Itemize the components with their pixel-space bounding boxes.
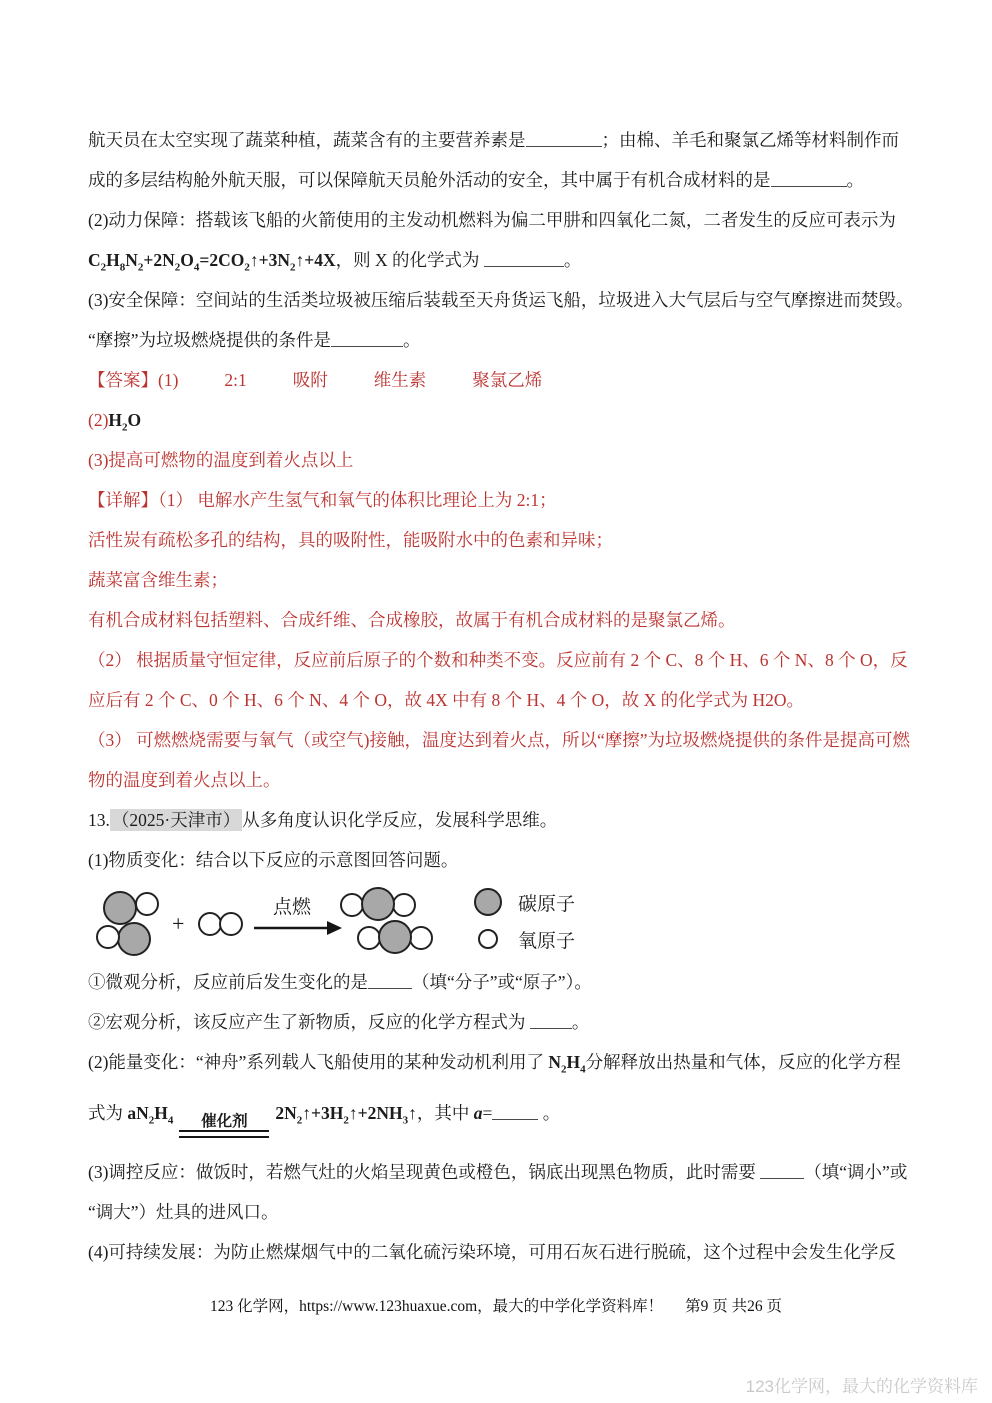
q13-stem-line	[88, 800, 912, 840]
text-segment: +2N	[143, 250, 175, 270]
text-segment: 分解释放出热量和气体，反应的化学方程	[585, 1052, 901, 1072]
text-segment: 【答案】(1)	[88, 370, 179, 390]
text-segment: 【详解】（1） 电解水产生氢气和氧气的体积比理论上为 2:1；	[88, 490, 557, 510]
catalyst-label: 催化剂	[179, 1113, 269, 1132]
text-segment: ↑	[249, 250, 259, 270]
text-segment: ②宏观分析，该反应产生了新物质，反应的化学方程式为	[88, 1012, 530, 1032]
explain-line-7	[88, 720, 912, 760]
document-lines-top	[88, 120, 912, 880]
text-segment: （填“调小”或	[804, 1162, 908, 1182]
text-segment: 蔬菜富含维生素；	[88, 570, 228, 590]
text-segment: (2)能量变化：“神舟”系列载人飞船使用的某种发动机利用了	[88, 1052, 549, 1072]
formula-subscript: 8	[119, 261, 126, 274]
carbon-atom-circle	[379, 921, 411, 953]
q12-part3-line	[88, 280, 912, 320]
text-segment: (3)安全保障：空间站的生活类垃圾被压缩后装载至天舟货运飞船，垃圾进入大气层后与空气摩擦进而焚毁。	[88, 290, 914, 310]
text-segment: (3)提高可燃物的温度到着火点以上	[88, 450, 354, 470]
text-segment: 13.	[88, 810, 110, 830]
text-segment: （填“分子”或“原子”）。	[412, 972, 592, 992]
q13-part1-line	[88, 840, 912, 880]
formula-subscript: 2	[100, 261, 107, 274]
text-segment: 维生素	[373, 370, 427, 390]
q13-part3-line	[88, 1152, 912, 1192]
answer-blank	[530, 1011, 572, 1029]
text-segment: 物的温度到着火点以上。	[88, 770, 281, 790]
text-segment: +3H	[311, 1103, 344, 1123]
arrow-head	[327, 921, 342, 935]
oxygen-molecule	[199, 913, 242, 935]
explain-line-1	[88, 480, 912, 520]
answer-blank	[526, 129, 602, 147]
oxygen-atom-circle	[199, 913, 221, 935]
text-segment: 。	[403, 330, 421, 350]
q13-part4-line	[88, 1232, 912, 1272]
text-segment: 式为	[88, 1103, 128, 1123]
explain-line-3	[88, 560, 912, 600]
oxygen-atom-circle	[341, 894, 363, 916]
text-segment: C	[88, 250, 101, 270]
text-segment: aN	[127, 1103, 149, 1123]
reaction-diagram	[88, 882, 912, 962]
text-segment: （2025·天津市）	[111, 810, 241, 830]
text-segment: N	[548, 1052, 561, 1072]
reaction-diagram-svg	[88, 882, 708, 962]
oxygen-atom-circle	[393, 894, 415, 916]
text-segment: ↑	[295, 250, 305, 270]
formula-subscript: 2	[137, 261, 144, 274]
ignite-condition-label: 点燃	[272, 897, 312, 918]
text-segment: H	[154, 1103, 168, 1123]
answer-blank	[492, 1102, 538, 1120]
q12-stem-line-2	[88, 160, 912, 200]
text-segment: ①微观分析，反应前后发生变化的是	[88, 972, 368, 992]
formula-subscript: 4	[580, 1063, 586, 1076]
oxygen-atom-circle	[358, 927, 380, 949]
text-segment: “摩擦”为垃圾燃烧提供的条件是	[88, 330, 332, 350]
watermark-text: 123化学网，最大的化学资料库	[745, 1377, 978, 1396]
ignite-arrow	[254, 896, 342, 935]
text-segment: 。	[538, 1103, 561, 1123]
formula-subscript: 2	[244, 261, 250, 274]
text-segment: H	[566, 1052, 581, 1072]
q13-micro-line	[88, 962, 912, 1002]
formula-subscript: 2	[296, 1114, 303, 1127]
text-segment: =	[482, 1103, 493, 1123]
formula-subscript: 4	[167, 1114, 174, 1127]
formula-subscript: 2	[290, 261, 296, 274]
text-segment: H	[108, 410, 123, 430]
double-equals-bar	[179, 1132, 269, 1138]
formula-subscript: 2	[174, 261, 181, 274]
answer-blank	[771, 169, 847, 187]
text-segment: ↑	[408, 1103, 417, 1123]
formula-subscript: 2	[122, 421, 128, 434]
explain-line-6	[88, 680, 912, 720]
text-segment: 。	[563, 250, 582, 270]
product-co2-molecules	[341, 888, 432, 953]
text-segment: (1)物质变化：结合以下反应的示意图回答问题。	[88, 850, 459, 870]
explain-line-4	[88, 600, 912, 640]
text-segment: “调大”）灶具的进风口。	[88, 1202, 279, 1222]
footer-site-text: 123 化学网，https://www.123huaxue.com，最大的中学化学资料库！	[209, 1298, 664, 1315]
document-content	[88, 120, 912, 1272]
text-segment: ，其中	[416, 1103, 474, 1123]
document-lines-bottom	[88, 962, 912, 1272]
text-segment: (2)动力保障：搭载该飞船的火箭使用的主发动机燃料为偏二甲肼和四氧化二氮，二者发生的反应可表示为	[88, 210, 896, 230]
text-segment: ↑	[302, 1103, 312, 1123]
legend-oxygen-label: 氧原子	[518, 931, 576, 952]
text-segment: 活性炭有疏松多孔的结构，具的吸附性，能吸附水中的色素和异味；	[88, 530, 613, 550]
carbon-atom-circle	[104, 892, 136, 924]
text-segment: 吸附	[292, 370, 328, 390]
text-segment: 2N	[275, 1103, 297, 1123]
q12-stem-line-1	[88, 120, 912, 160]
text-segment: ；由棉、羊毛和聚氯乙烯等材料制作而	[601, 130, 899, 150]
oxygen-atom-circle	[136, 893, 158, 915]
explain-line-5	[88, 640, 912, 680]
formula-subscript: 2	[560, 1063, 567, 1076]
text-segment: （2） 根据质量守恒定律，反应前后原子的个数和种类不变。反应前有 2 个 C、8 个 H、6 个 N、8 个 O，反	[88, 650, 908, 670]
q13-part3-line-2	[88, 1192, 912, 1232]
text-segment: ，则 X 的化学式为	[335, 250, 484, 270]
carbon-atom-circle	[118, 923, 150, 955]
atom-legend	[475, 889, 575, 952]
text-segment: 从多角度认识化学反应，发展科学思维。	[242, 810, 558, 830]
q13-macro-line	[88, 1002, 912, 1042]
answer-line	[88, 360, 912, 400]
q13-part2-line	[88, 1042, 912, 1082]
plus-sign: +	[172, 911, 185, 936]
text-segment: 航天员在太空实现了蔬菜种植，蔬菜含有的主要营养素是	[88, 130, 526, 150]
reactant-co-molecules	[97, 892, 158, 955]
answer-blank	[760, 1161, 804, 1179]
formula-subscript: 2	[343, 1114, 349, 1127]
text-segment: O	[180, 250, 194, 270]
q12-equation-line	[88, 240, 912, 280]
text-segment: 。	[571, 1012, 590, 1032]
legend-carbon-circle	[475, 889, 501, 915]
carbon-atom-circle	[362, 888, 394, 920]
text-segment: +3N	[258, 250, 291, 270]
answer-line-3	[88, 440, 912, 480]
text-segment: 成的多层结构舱外航天服，可以保障航天员舱外活动的安全，其中属于有机合成材料的是	[88, 170, 771, 190]
oxygen-atom-circle	[410, 927, 432, 949]
text-segment: (2)	[88, 410, 109, 430]
q13-catalyst-equation-line	[88, 1082, 912, 1144]
answer-blank	[368, 971, 412, 989]
answer-blank	[484, 249, 564, 267]
q12-part3-line-2	[88, 320, 912, 360]
formula-subscript: 2	[148, 1114, 155, 1127]
text-segment: +4X	[304, 250, 336, 270]
text-segment: =2CO	[199, 250, 245, 270]
footer-page-number: 第9 页 共26 页	[685, 1298, 783, 1315]
formula-subscript: 3	[402, 1114, 409, 1127]
explain-line-2	[88, 520, 912, 560]
text-segment: (4)可持续发展：为防止燃煤烟气中的二氧化硫污染环境，可用石灰石进行脱硫，这个过程中会发生化学反	[88, 1242, 896, 1262]
text-segment: O	[127, 410, 142, 430]
oxygen-atom-circle	[220, 913, 242, 935]
catalyst-over-equals	[179, 1113, 269, 1138]
text-segment: H	[106, 250, 120, 270]
text-segment: +2NH	[357, 1103, 403, 1123]
answer-line-2	[88, 400, 912, 440]
legend-oxygen-circle	[479, 930, 497, 948]
text-segment: (3)调控反应：做饭时，若燃气灶的火焰呈现黄色或橙色，锅底出现黑色物质，此时需要	[88, 1162, 761, 1182]
oxygen-atom-circle	[97, 926, 119, 948]
legend-carbon-label: 碳原子	[518, 894, 576, 915]
text-segment: 2:1	[224, 370, 247, 390]
text-segment: 。	[846, 170, 864, 190]
text-segment: N	[125, 250, 138, 270]
formula-subscript: 4	[193, 261, 200, 274]
text-segment: a	[473, 1103, 483, 1123]
q12-part2-line	[88, 200, 912, 240]
page-footer	[0, 1294, 992, 1316]
text-segment: 应后有 2 个 C、0 个 H、6 个 N、4 个 O，故 4X 中有 8 个 H、4 个 O，故 X 的化学式为 H2O。	[88, 690, 805, 710]
text-segment: ↑	[348, 1103, 358, 1123]
text-segment: 有机合成材料包括塑料、合成纤维、合成橡胶，故属于有机合成材料的是聚氯乙烯。	[88, 610, 736, 630]
explain-line-8	[88, 760, 912, 800]
answer-blank	[331, 329, 403, 347]
text-segment: （3） 可燃燃烧需要与氧气（或空气)接触，温度达到着火点，所以“摩擦”为垃圾燃烧提供的条件是提高可燃	[88, 730, 910, 750]
text-segment: 聚氯乙烯	[472, 370, 543, 390]
